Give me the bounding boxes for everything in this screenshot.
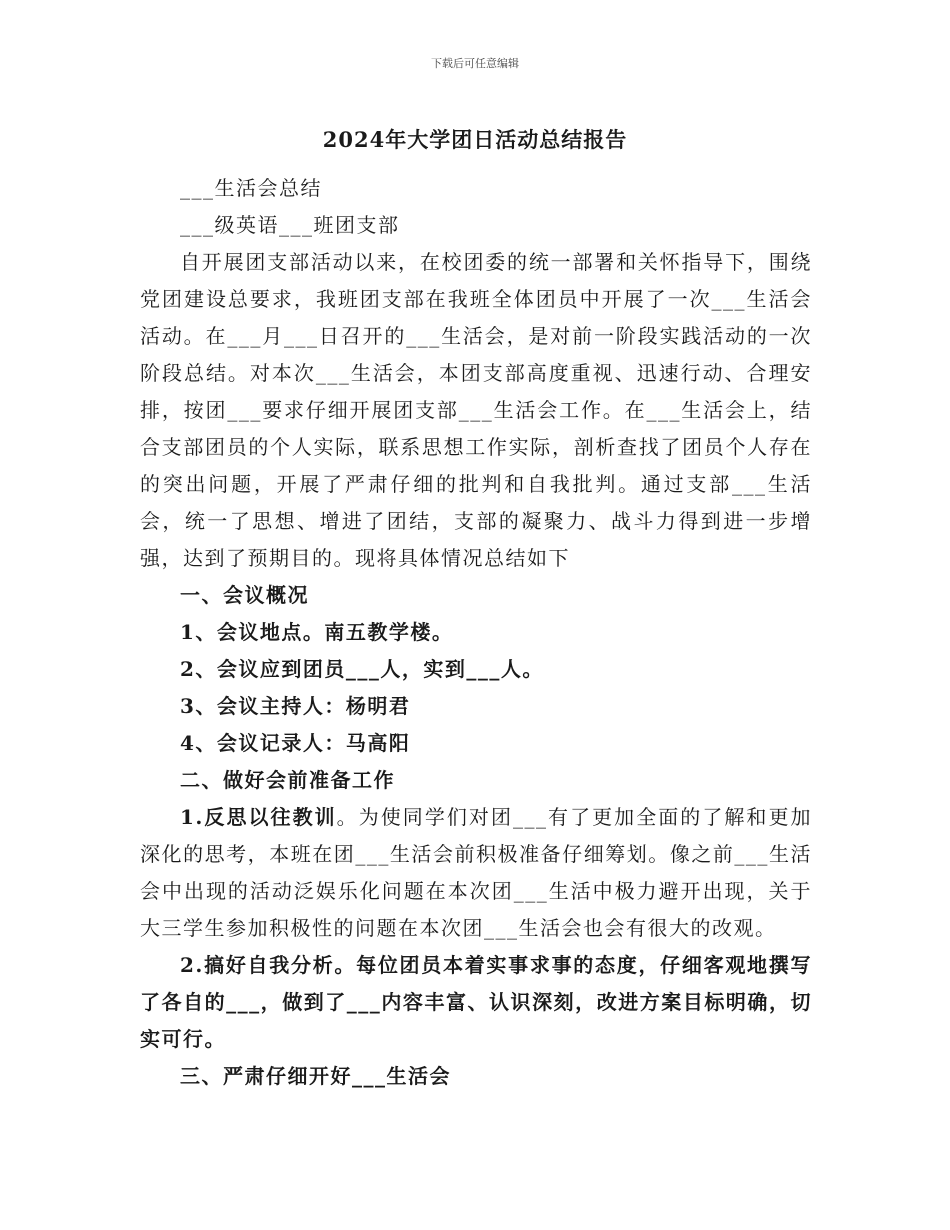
document-title: 2024年大学团日活动总结报告 (322, 127, 628, 152)
document-body (140, 170, 812, 1095)
list-item-host: 3、会议主持人：杨明君 (180, 694, 411, 718)
point-self-analysis-paragraph: 2.搞好自我分析。每位团员本着实事求事的态度，仔细客观地撰写了各自的___，做到了___内容丰富、认识深刻，改进方案目标明确，切实可行。 (140, 953, 812, 1051)
list-item-attendance: 2、会议应到团员___人，实到___人。 (180, 657, 544, 681)
list-item-location: 1、会议地点。南五教学楼。 (180, 620, 454, 644)
subtitle-branch: ___级英语___班团支部 (180, 213, 400, 237)
section-heading-meeting: 三、严肃仔细开好___生活会 (180, 1064, 451, 1088)
point-reflection-heading: 1.反思以往教训 (180, 805, 337, 829)
point-reflection-body: 。为使同学们对团___有了更加全面的了解和更加深化的思考，本班在团___生活会前积极准备仔细筹划。像之前___生活会中出现的活动泛娱乐化问题在本次团___生活中极力避开出现，关于大三学生参加积极性的问题在本次团___生活会也会有很大的改观。 (140, 805, 812, 940)
list-item-recorder: 4、会议记录人：马高阳 (180, 731, 411, 755)
point-reflection-paragraph (140, 799, 812, 947)
section-heading-overview: 一、会议概况 (180, 583, 309, 607)
section-heading-preparation: 二、做好会前准备工作 (180, 768, 395, 792)
subtitle-summary: ___生活会总结 (180, 176, 322, 200)
intro-paragraph: 自开展团支部活动以来，在校团委的统一部署和关怀指导下，围绕党团建设总要求，我班团支部在我班全体团员中开展了一次___生活会活动。在___月___日召开的___生活会，是对前一阶段实践活动的一次阶段总结。对本次___生活会，本团支部高度重视、迅速行动、合理安排，按团___要求仔细开展团支部___生活会工作。在___生活会上，结合支部团员的个人实际，联系思想工作实际，剖析查找了团员个人存在的突出问题，开展了严肃仔细的批判和自我批判。通过支部___生活会，统一了思想、增进了团结，支部的凝聚力、战斗力得到进一步增强，达到了预期目的。现将具体情况总结如下 (140, 250, 812, 570)
header-note: 下载后可任意编辑 (431, 57, 519, 70)
